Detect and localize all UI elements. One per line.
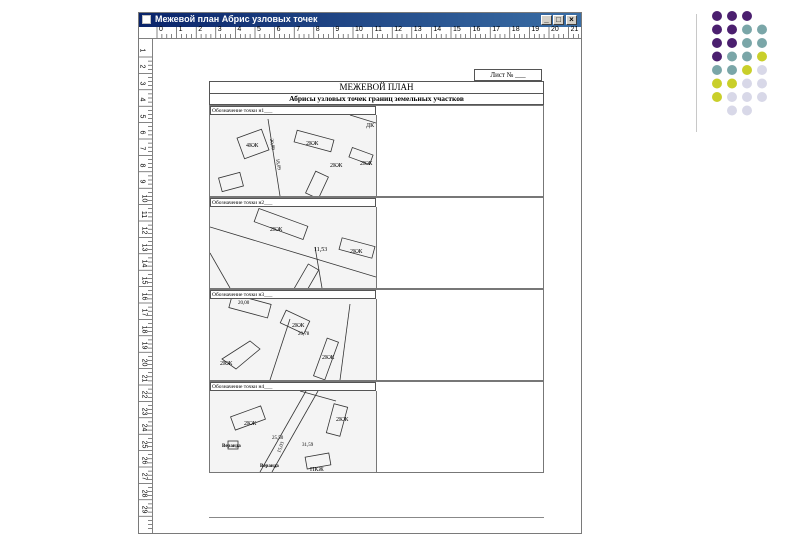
ruler-number: 18 [511,26,520,33]
map-label: 2КЖ [322,355,335,361]
decor-dot [727,92,737,102]
ruler-number: 10 [140,194,148,202]
ruler-number: 6 [138,130,146,135]
map-sketch [210,115,377,196]
decor-dot [727,65,737,75]
ruler-number: 26 [140,456,148,465]
decor-dot [712,65,722,75]
decor-dot [727,25,737,35]
decor-dot [757,52,767,62]
map-sketch [210,299,377,380]
point-label: Обозначение точки н1___ [210,106,376,115]
divider-line [696,14,697,132]
page-subtitle: Абрисы узловых точек границ земельных участков [289,94,464,103]
ruler-number: 7 [296,26,301,33]
ruler-number: 20 [551,26,559,33]
dimension-label: 25,50 [272,436,284,441]
decor-dot [727,79,737,89]
point-label: Обозначение точки н2___ [210,198,376,207]
point-block-4 [209,381,544,473]
decor-dot [757,25,767,35]
footer-line [209,517,544,518]
building-shape [229,299,271,318]
map-label: ДК [366,123,375,129]
ruler-number: 14 [140,259,148,268]
map-label: 2КЖ [244,421,257,427]
ruler-number: 6 [276,26,281,33]
decor-dot [727,106,737,116]
map-sketch [210,207,377,288]
maximize-button[interactable]: □ [553,15,564,25]
ruler-number: 23 [140,407,148,416]
ruler-number: 2 [198,26,203,33]
boundary-line [315,247,322,288]
ruler-number: 13 [413,26,422,33]
ruler-number: 25 [140,440,148,448]
decor-dot [742,11,752,21]
boundary-line [270,319,290,380]
ruler-number: 4 [138,97,146,102]
dimension-label: 31,59 [302,443,314,448]
ruler-number: 0 [159,26,163,33]
map-sketch [210,391,377,472]
ruler-number: 29 [140,505,148,514]
title-bar[interactable] [139,13,581,27]
form-frame [209,81,544,473]
boundary-line [268,119,280,196]
boundary-line [260,391,306,472]
ruler-number: 15 [140,276,148,284]
boundary-line [272,391,318,472]
map-label: 2КЖ [306,141,319,147]
ruler-number: 8 [138,163,146,168]
ruler-number: 10 [355,26,363,33]
ruler-number: 5 [257,26,261,33]
building-shape [306,171,329,196]
building-shape [219,172,244,191]
dimension-label: 15,03 [277,441,286,454]
map-label: 2КЖ [292,323,305,329]
ruler-number: 28 [140,489,148,498]
decor-dot [712,11,722,21]
dimension-label: 20,89 [268,138,275,151]
ruler-number: 17 [140,308,148,317]
building-shape [339,238,375,258]
decor-dot [757,38,767,48]
dimension-label: 18,09 [274,158,281,171]
ruler-number: 12 [140,226,148,235]
ruler-number: 19 [531,26,540,33]
ruler-number: 5 [138,114,146,119]
boundary-line [210,253,230,288]
ruler-number: 21 [140,374,148,383]
boundary-line [300,391,336,401]
map-label: Веранда [222,444,241,449]
vertical-ruler[interactable] [139,39,153,533]
horizontal-ruler[interactable] [139,27,581,39]
decor-dot [757,65,767,75]
ruler-number: 21 [570,26,579,33]
ruler-number: 11 [140,210,148,219]
ruler-number: 13 [140,243,148,252]
decor-dot [727,38,737,48]
dimension-label: 20,00 [238,301,250,306]
dimension-label: 20,78 [298,332,310,337]
point-block-1 [209,105,544,197]
application-window [138,12,582,534]
decor-dot [712,25,722,35]
map-label: 2КЖ [220,361,233,367]
ruler-number: 8 [315,26,320,33]
ruler-number: 22 [140,390,148,399]
ruler-number: 15 [453,26,461,33]
ruler-number: 4 [237,26,242,33]
boundary-line [350,115,376,123]
decor-dot [742,25,752,35]
close-button[interactable]: × [566,15,577,25]
ruler-number: 2 [138,64,146,69]
building-shape [280,310,309,334]
ruler-number: 1 [178,26,183,33]
decor-dot [742,38,752,48]
minimize-button[interactable]: _ [541,15,552,25]
point-block-3 [209,289,544,381]
ruler-number: 11 [374,26,382,33]
window-title: Межевой план Абрис узловых точек [155,14,318,24]
map-label: 2КЖ [350,249,363,255]
ruler-number: 14 [433,26,442,33]
ruler-number: 27 [140,472,148,481]
ruler-number: 19 [140,341,148,350]
decor-dot [742,52,752,62]
dimension-label: 11,53 [314,247,328,253]
decor-dot [712,38,722,48]
map-label: 4КЖ [246,143,259,149]
decor-dot [742,92,752,102]
map-label: 2КЖ [336,417,349,423]
ruler-number: 7 [138,146,146,151]
point-label: Обозначение точки н3___ [210,290,376,299]
ruler-number: 18 [140,325,148,334]
building-shape [293,264,318,288]
map-label: ПКЖ [310,467,324,472]
ruler-number: 12 [394,26,402,33]
ruler-number: 1 [138,48,146,53]
decor-dot [757,92,767,102]
boundary-line [340,304,350,380]
decor-dot [727,52,737,62]
page-title: МЕЖЕВОЙ ПЛАН [339,82,414,92]
map-label: 2КЖ [360,161,373,167]
decor-dot [712,92,722,102]
document-page [157,43,577,531]
map-label: 2КЖ [270,227,283,233]
map-label: Веранда [260,464,279,469]
point-block-2 [209,197,544,289]
ruler-number: 9 [335,26,340,33]
ruler-number: 24 [140,423,148,432]
ruler-number: 3 [217,26,222,33]
ruler-number: 17 [492,26,500,33]
ruler-number: 3 [138,81,146,86]
building-shape [254,209,308,240]
point-label: Обозначение точки н4___ [210,382,376,391]
decor-dot [727,11,737,21]
decor-dot [742,106,752,116]
decor-dot [742,65,752,75]
app-icon [142,15,151,24]
decor-dot [742,79,752,89]
ruler-number: 20 [140,358,148,366]
decor-dot [757,79,767,89]
decor-dot [712,79,722,89]
map-label: 2КЖ [330,163,343,169]
decorative-dot-grid [700,0,800,140]
ruler-number: 16 [140,292,148,301]
decor-dot [712,52,722,62]
ruler-number: 16 [472,26,481,33]
ruler-number: 9 [138,179,146,184]
sheet-number-box: Лист № ___ [474,69,542,81]
